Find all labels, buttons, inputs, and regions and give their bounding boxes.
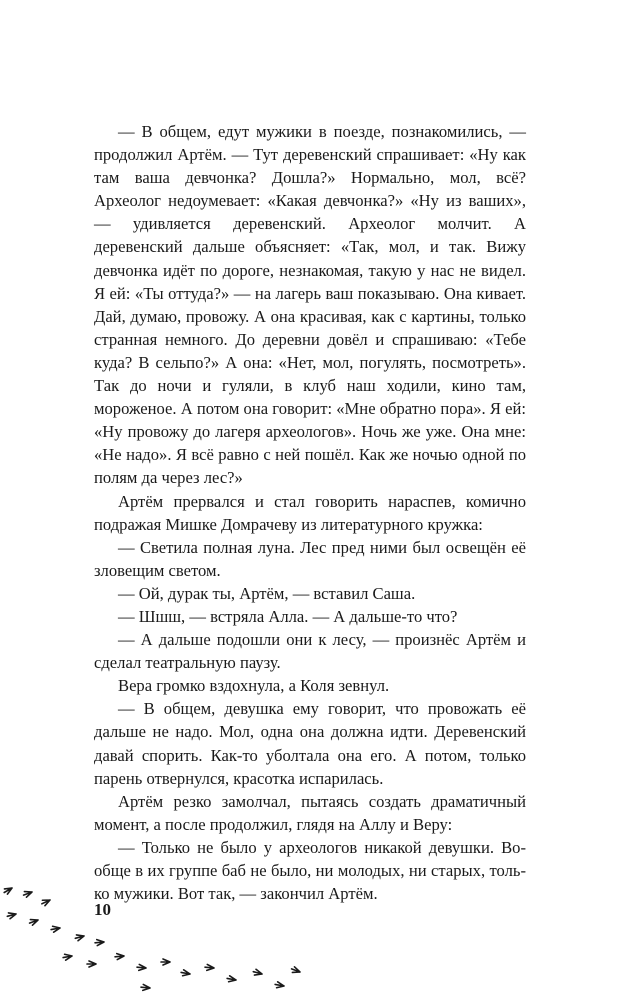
bird-track-icon [95,939,104,946]
bird-track-ornament [0,870,619,1000]
paragraph: — А дальше подошли они к лесу, — произнёс Артём и сделал театральную паузу. [94,630,526,673]
paragraph: — Светила полная луна. Лес пред ними был освещён её зловещим светом. [94,537,526,580]
paragraph: Артём прервался и стал говорить нараспев, комично подражая Мишке Домрачеву из литературного кружка: [94,491,526,534]
bird-track-icon [205,964,214,971]
bird-track-icon [181,969,191,976]
paragraph: — В общем, девушка ему говорит, что провожать её дальше не надо. Мол, одна она должна идти. Деревенский давай спорить. Как-то уболтала она его. А потом, только парень отвернулся, красотка испарилась. [94,699,526,788]
bird-track-icon [87,961,96,967]
page-number: 10 [94,900,111,919]
bird-track-icon [291,966,302,975]
bird-track-icon [63,953,73,960]
bird-track-icon [29,917,40,926]
bird-track-icon [161,959,170,965]
bird-track-icon [41,897,52,906]
paragraph: — Шшш, — встряла Алла. — А дальше-то что? [118,606,458,626]
bird-track-icon [137,964,146,971]
bird-track-icon [75,933,85,941]
bird-track-icon [141,984,150,991]
paragraph: Артём резко замолчал, пытаясь создать драматичный момент, а после продолжил, глядя на Аллу и Веру: [94,791,526,834]
bird-track-icon [253,969,263,977]
bird-track-icon [227,975,237,982]
paragraph: — Ой, дурак ты, Артём, — вставил Саша. [118,583,416,603]
bird-track-icon [51,925,61,932]
bird-track-icon [7,911,17,919]
bird-track-group [3,885,301,991]
bird-track-icon [23,889,34,898]
bird-track-icon [3,885,14,895]
bird-track-icon [115,953,124,960]
bird-track-icon [275,981,285,988]
paragraph: Вера громко вздохнула, а Коля зевнул. [118,676,390,696]
body-text [94,120,526,905]
paragraph: — Только не было у археологов никакой девушки. Вообще в их группе баб не было, ни молодых, ни старых, только мужики. Вот так, — закончил Артём. [94,837,526,904]
paragraph: — В общем, едут мужики в поезде, познакомились, — продолжил Артём. — Тут деревенский спрашивает: «Ну как там ваша девчонка? Дошла?» Нормально, мол, всё? Археолог недоумевает: «Какая девчонка?» «Ну из ваших», — удивляется деревенский. Археолог молчит. А деревенский дальше объясняет: «Так, мол, и так. Вижу девчонка идёт по дороге, незнакомая, такую у нас не видел. Я ей: «Ты оттуда?» — на лагерь ваш показываю. Она кивает. Дай, думаю, провожу. А она красивая, как с картины, только странная немного. До деревни довёл и спрашиваю: «Тебе куда? В сельпо?» А она: «Нет, мол, погулять, посмотреть». Так до ночи и гуляли, в клуб наш ходили, кино там, мороженое. А потом она говорит: «Мне обратно пора». Я ей: «Ну провожу до лагеря археологов». Ночь же уже. Она мне: «Не надо». Я всё равно с ней пошёл. Как же ночью одной по полям да через лес?» [94,122,526,488]
